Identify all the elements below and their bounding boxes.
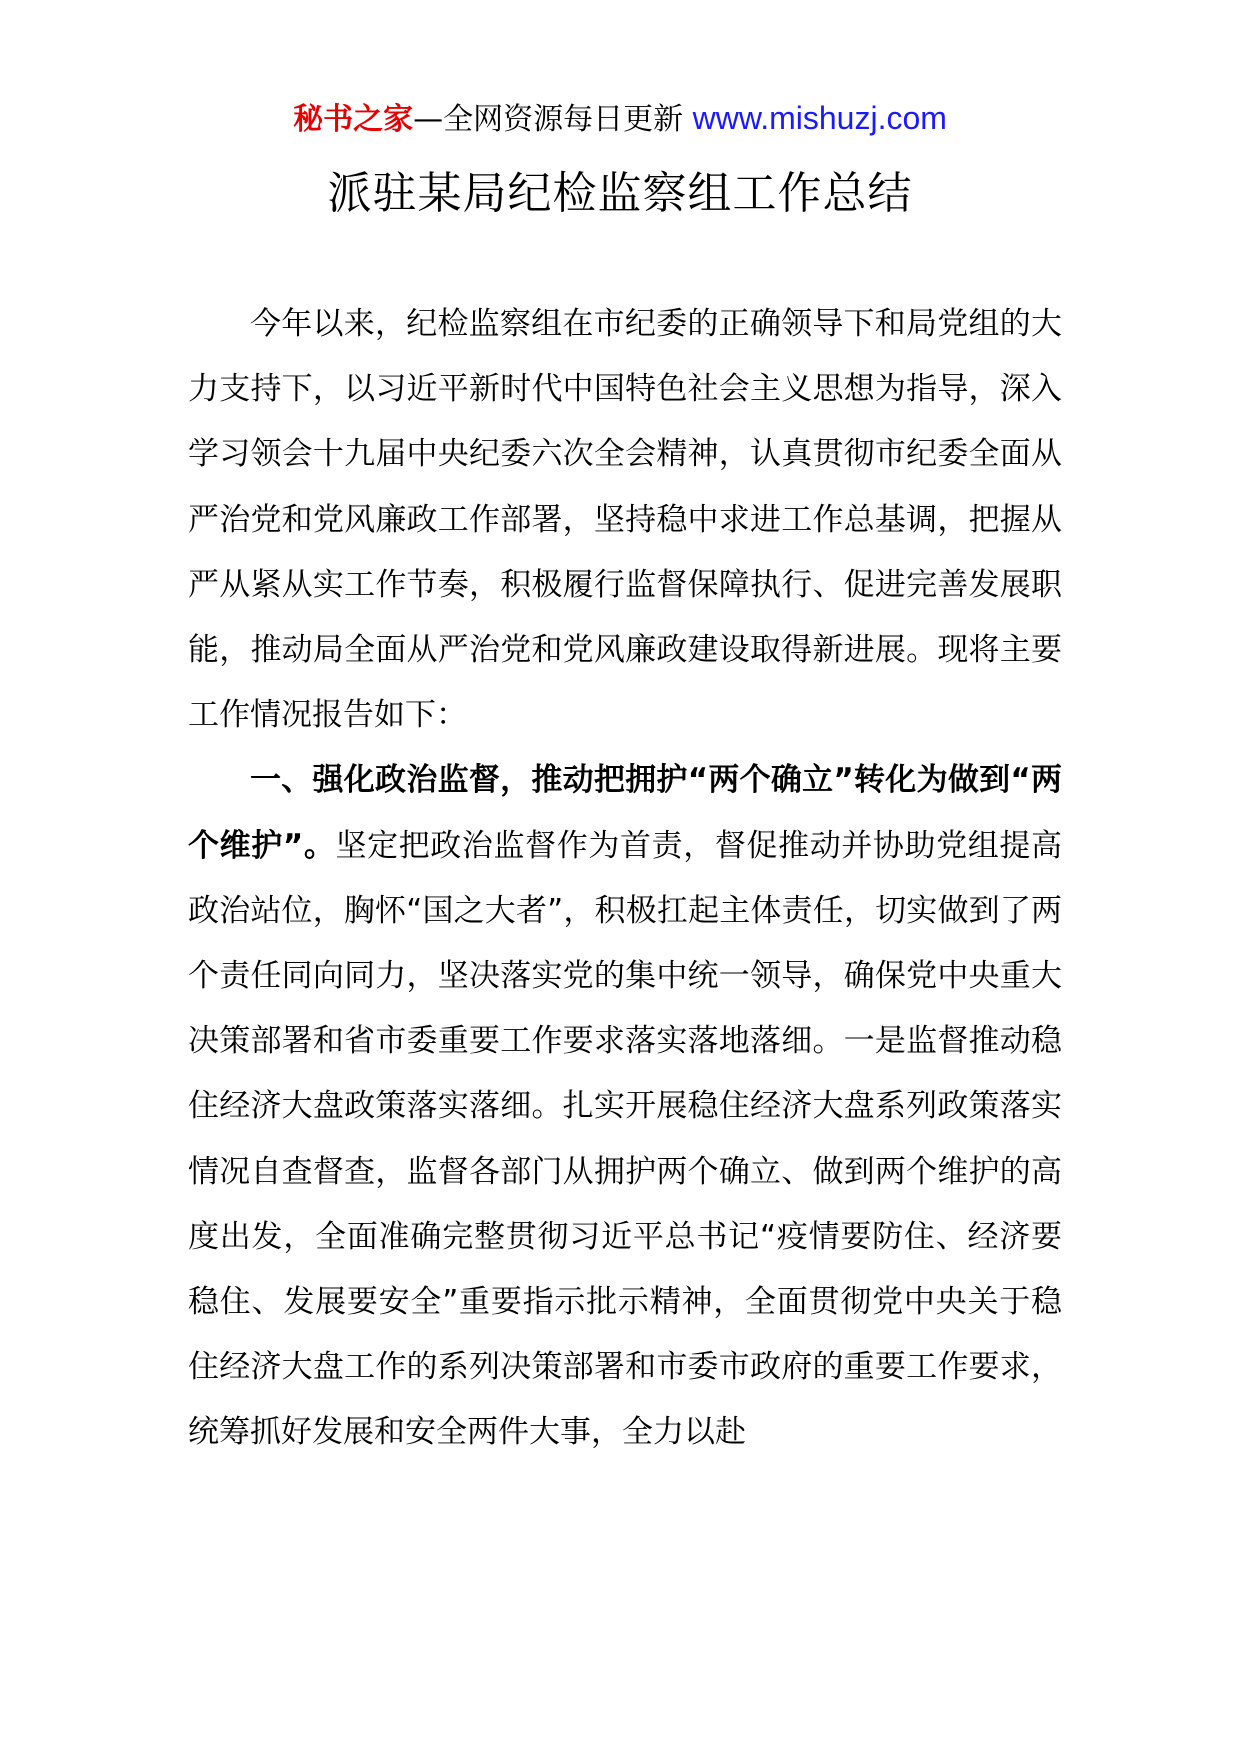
section-one-heading: 一、强化政治监督，推动把拥护“两个确立”转化为做到“两个维护”。: [188, 762, 1062, 864]
site-header: [0, 98, 1240, 140]
section-one-text: 坚定把政治监督作为首责，督促推动并协助党组提高政治站位，胸怀“国之大者”，积极扛起主体责任，切实做到了两个责任同向同力，坚决落实党的集中统一领导，确保党中央重大决策部署和省市委重要工作要求落实落地落细。一是监督推动稳住经济大盘政策落实落细。扎实开展稳住经济大盘系列政策落实情况自查督查，监督各部门从拥护两个确立、做到两个维护的高度出发，全面准确完整贯彻习近平总书记“疫情要防住、经济要稳住、发展要安全”重要指示批示精神，全面贯彻党中央关于稳住经济大盘工作的系列决策部署和市委市政府的重要工作要求，统筹抓好发展和安全两件大事，全力以赴: [188, 827, 1062, 1451]
brand-name: 秘书之家: [293, 102, 414, 137]
intro-paragraph: [188, 292, 1062, 748]
header-tagline: —全网资源每日更新: [413, 102, 684, 137]
site-url-link[interactable]: www.mishuzj.com: [692, 100, 947, 136]
document-title: 派驻某局纪检监察组工作总结: [327, 168, 913, 219]
intro-paragraph-text: 今年以来，纪检监察组在市纪委的正确领导下和局党组的大力支持下，以习近平新时代中国特色社会主义思想为指导，深入学习领会十九届中央纪委六次全会精神，认真贯彻市纪委全面从严治党和党风廉政工作部署，坚持稳中求进工作总基调，把握从严从紧从实工作节奏，积极履行监督保障执行、促进完善发展职能，推动局全面从严治党和党风廉政建设取得新进展。现将主要工作情况报告如下：: [188, 306, 1062, 734]
section-one-paragraph: [188, 748, 1062, 1465]
document-body: [188, 292, 1062, 1466]
